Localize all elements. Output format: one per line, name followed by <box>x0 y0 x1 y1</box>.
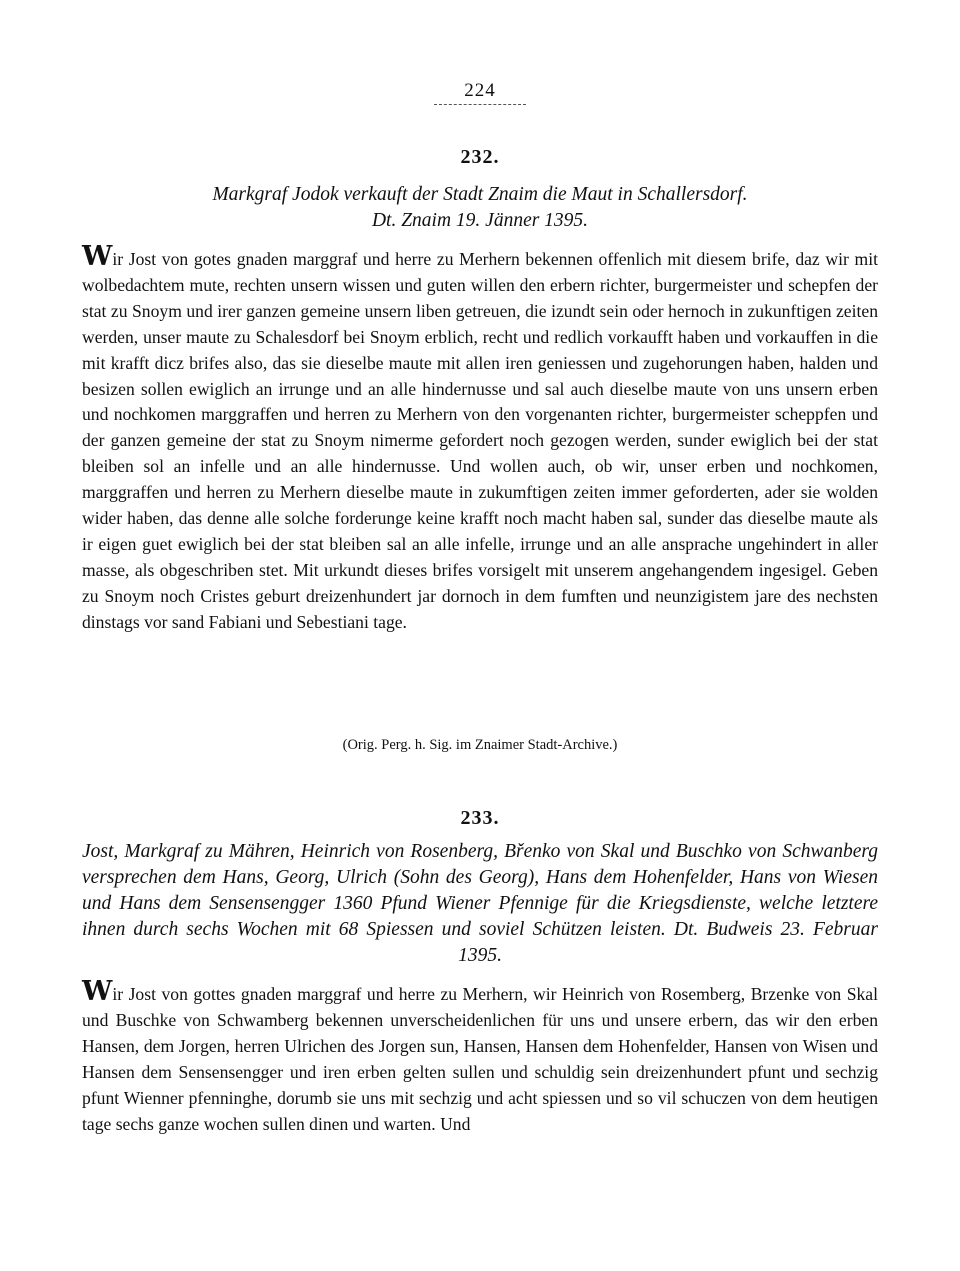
document-number-232: 232. <box>460 146 500 168</box>
heading-line-1: Markgraf Jodok verkauft der Stadt Znaim die Maut in Schallersdorf. <box>212 184 748 205</box>
source-note-232: (Orig. Perg. h. Sig. im Znaimer Stadt-Archive.) <box>342 737 618 753</box>
initial-letter: W <box>82 241 113 272</box>
document-heading-232 <box>82 182 878 234</box>
document-number-233: 233. <box>460 807 500 829</box>
page-number <box>0 80 960 105</box>
body-text: ir Jost von gotes gnaden marggraf und herre zu Merhern bekennen offenlich mit diesem brife, daz wir mit wolbedachtem mute, rechten unsern wissen und guten willen den erbern richter, burgermeister und schepfen der stat zu Snoym und irer ganzen gemeine unsern liben getreuen, die izundt sein oder hernoch in zukunftigen zeiten werden, unser maute zu Schalesdorf bei Snoym erblich, recht und redlich vorkaufft haben und vorkauffen in die mit krafft dicz brifes also, das sie dieselbe maute mit allen iren geniessen und zugehorungen haben, halden und besizen sollen ewiglich an irrunge und an alle hindernusse und sal auch dieselbe maute von uns unsern erben und nochkomen marggraffen und herren zu Merhern von den vorgenanten richter, burgermeister scheppfen und der ganzen gemeine der stat zu Snoym nimerme gefordert noch gezogen werden, sunder ewiglich bei der stat bleiben sol an infelle und an alle hindernusse. Und wollen auch, ob wir, unser erben und nochkomen, marggraffen und herren zu Merhern dieselbe maute in zukumftigen zeiten immer geforderten, ader sie wolden wider haben, das denne alle solche forderunge keine krafft noch macht haben sal, sunder das dieselbe maute als ir eigen guet ewiglich bei der stat bleiben sal an alle infelle, irrunge und an alle ansprache ungehindert in aller masse, als obgeschriben stet. Mit urkundt dieses brifes vorsigelt mit unserem angehangendem ingesigel. Geben zu Snoym noch Cristes geburt dreizenhundert jar dornoch in dem fumften und neunzigistem jare des nechsten dinstags vor sand Fabiani und Sebestiani tage. <box>82 249 878 632</box>
body-text: ir Jost von gottes gnaden marggraf und herre zu Merhern, wir Heinrich von Rosemberg, Brzenke von Skal und Buschke von Schwamberg bekennen unverscheidenlichen für uns und unsere erbern, das wir den erben Hansen, dem Jorgen, herren Ulrichen des Jorgen sun, Hansen, Hansen dem Hohenfelder, Hansen von Wisen und Hansen dem Sensensengger und iren erben gelten sullen und schuldig sein dreizenhundert pfunt und sechzig pfunt Wienner pfenninghe, dorumb sie uns mit sechzig und acht spiessen und so vil schuczen von dem heutigen tage sechs ganze wochen sullen dinen und warten. Und <box>82 984 878 1134</box>
document-heading-233: Jost, Markgraf zu Mähren, Heinrich von Rosenberg, Břenko von Skal und Buschko von Schwanberg versprechen dem Hans, Georg, Ulrich (Sohn des Georg), Hans dem Hohenfelder, Hans von Wiesen und Hans dem Sensensengger 1360 Pfund Wiener Pfennige für die Kriegsdienste, welche letztere ihnen durch sechs Wochen mit 68 Spiessen und soviel Schützen leisten. Dt. Budweis 23. Februar 1395. <box>82 841 878 966</box>
heading-line-2: Dt. Znaim 19. Jänner 1395. <box>371 210 589 231</box>
page-number-text: 224 <box>464 80 496 101</box>
initial-letter: W <box>82 976 113 1007</box>
page-number-rule <box>434 104 526 105</box>
document-body-232 <box>82 241 878 636</box>
document-body-233 <box>82 976 878 1137</box>
